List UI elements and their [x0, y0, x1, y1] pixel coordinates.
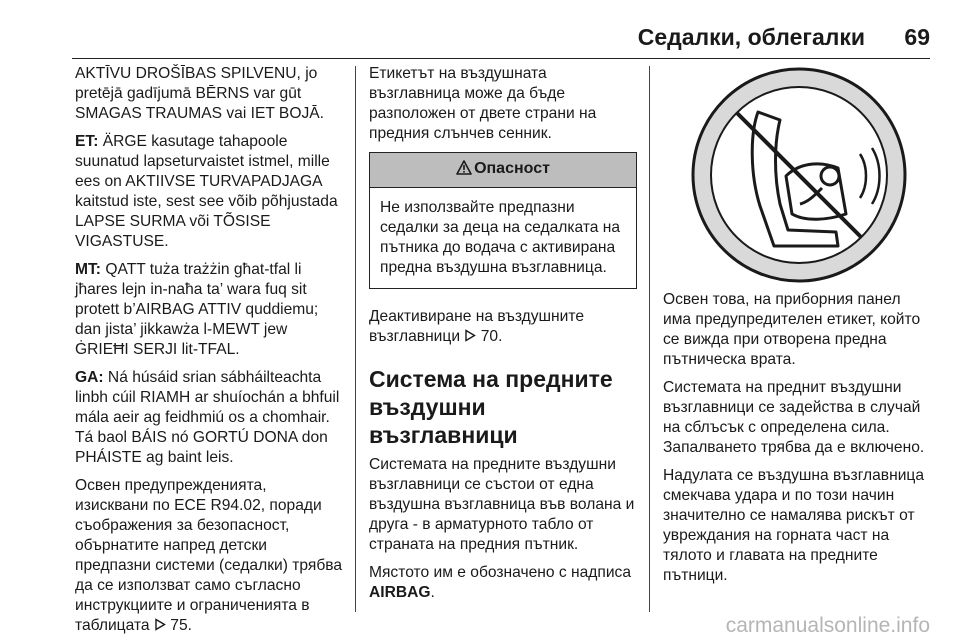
airbag-marking-paragraph	[369, 563, 637, 603]
dashboard-label-paragraph: Освен това, на приборния панел има предупредителен етикет, който се вижда при отворена предна пътническа врата.	[663, 291, 921, 368]
front-airbag-description: Системата на предните въздушни възглавници се състои от една въздушна възглавница във волана и друга - в арматурното табло от страната на предния пътник.	[369, 456, 635, 553]
danger-box-title: Опасност	[474, 160, 550, 177]
section-heading: Система на предните въздушни възглавници	[369, 366, 613, 448]
warning-text-mt	[75, 260, 343, 360]
column-divider-1	[355, 66, 356, 612]
page-ref[interactable]: 75.	[170, 617, 192, 634]
watermark: carmanualsonline.info	[725, 614, 930, 637]
warning-text-lv: AKTĪVU DROŠĪBAS SPILVENU, jo pretējā gadījumā BĒRNS var gūt SMAGAS TRAUMAS vai IET BOJĀ.	[75, 65, 324, 122]
lang-code-et: ET:	[75, 133, 99, 150]
airbag-trigger-paragraph: Системата на преднит въздушни възглавници се задейства в случай на сблъсък с определена сила. Запалването трябва да е включено.	[663, 379, 925, 456]
ece-paragraph	[75, 476, 343, 636]
page-number: 69	[904, 24, 930, 50]
column-2	[369, 64, 637, 611]
header-divider	[72, 58, 930, 59]
airbag-inflation-paragraph: Надулата се въздушна възглавница смекчава удара и по този начин значително се намалява рискът от увреждания на горната част на тялото и главата на предните пътници.	[663, 467, 925, 584]
no-rear-facing-child-seat-icon	[688, 64, 910, 286]
warning-text-et-body: ÄRGE kasutage tahapoole suunatud lapseturvaistet istmel, mille ees on AKTIIVSE TURVAPADJAGA kaitstud iste, sest see võib põhjustada LAPSE SURMA või TÕSISE VIGASTUSE.	[75, 133, 338, 250]
airbag-label-paragraph: Етикетът на въздушната възглавница може да бъде разположен от двете страни на предния слънчев сенник.	[369, 65, 597, 142]
danger-box	[369, 152, 637, 289]
danger-box-header	[370, 153, 636, 188]
ece-paragraph-text: Освен предупрежденията, изисквани по ECE R94.02, поради съображения за безопасност, обърнатите напред детски предпазни системи (седалки) трябва да се използват само съгласно инструкциите и ограниченията в таблицата	[75, 477, 343, 634]
airbag-marking-end: .	[430, 584, 435, 601]
deactivation-text: Деактивиране на въздушните възглавници	[369, 308, 585, 345]
page-ref-arrow-icon	[464, 329, 476, 342]
page-header-title: Седалки, облегалки	[637, 24, 865, 50]
airbag-marking-text: Мястото им е обозначено с надписа	[369, 564, 632, 581]
warning-text-ga-body: Ná húsáid srian sábháilteachta linbh cúil RIAMH ar shuíochán a bhfuil mála aeir ag feidhmiú os a chomhair. Tá baol BÁIS nó GORTÚ DONA don PHÁISTE ag baint leis.	[75, 369, 340, 466]
column-divider-2	[649, 66, 650, 612]
warning-triangle-icon	[456, 160, 472, 175]
warning-text-ga	[75, 368, 343, 468]
page-ref[interactable]: 70.	[480, 328, 503, 345]
warning-text-mt-body: QATT tuża trażżin għat-tfal li jħares lejn in-naħa ta’ wara fuq sit protett b’AIRBAG ATTIV quddiemu; dan jista’ jikkawża l-MEWT jew ĠRIEĦI SERJI lit-TFAL.	[75, 261, 319, 358]
lang-code-mt: MT:	[75, 261, 101, 278]
column-1	[75, 64, 343, 644]
page-ref-arrow-icon	[154, 618, 166, 631]
danger-box-body: Не използвайте предпазни седалки за деца на седалката на пътника до водача с активирана предна въздушна възглавница.	[380, 199, 621, 276]
column-3	[663, 290, 931, 594]
warning-text-et	[75, 132, 343, 252]
deactivation-paragraph	[369, 307, 637, 347]
lang-code-ga: GA:	[75, 369, 104, 386]
airbag-word: AIRBAG	[369, 584, 431, 601]
